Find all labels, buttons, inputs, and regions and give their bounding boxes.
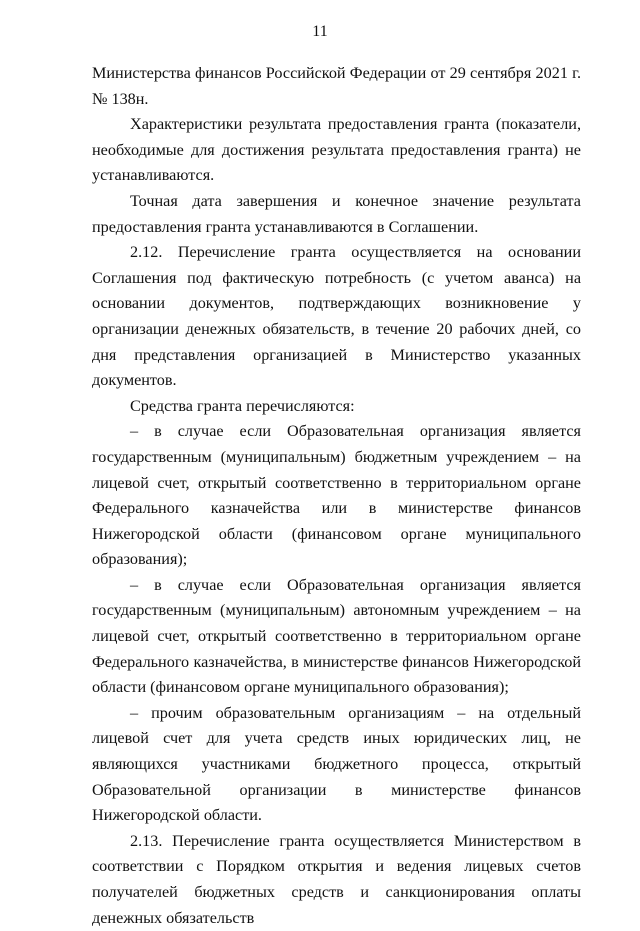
list-item-autonomous-institution: – в случае если Образовательная организация является государственным (муниципальным) автономным учреждением – на лицевой счет, открытый соответственно в территориальном органе Федерального казначейства, в министерстве финансов Нижегородской области (финансовом органе муниципального образования); [92, 575, 581, 697]
paragraph-continuation: Министерства финансов Российской Федерации от 29 сентября 2021 г. № 138н. [92, 64, 581, 108]
page-number: 11 [312, 23, 328, 40]
list-item-other-organizations: – прочим образовательным организациям – на отдельный лицевой счет для учета средств иных юридических лиц, не являющихся участниками бюджетного процесса, открытый Образовательной организации в министерстве финансов Нижегородской области. [92, 703, 581, 825]
paragraph-transfer-intro: Средства гранта перечисляются: [130, 396, 355, 415]
paragraph-section-2-13: 2.13. Перечисление гранта осуществляется Министерством в соответствии с Порядком открытия и ведения лицевых счетов получателей бюджетных средств и санкционирования оплаты денежных обязательств [92, 831, 581, 927]
paragraph-completion-date: Точная дата завершения и конечное значение результата предоставления гранта устанавливаются в Соглашении. [92, 191, 581, 236]
paragraph-grant-characteristics: Характеристики результата предоставления гранта (показатели, необходимые для достижения результата предоставления гранта) не устанавливаются. [92, 115, 581, 185]
paragraph-section-2-12: 2.12. Перечисление гранта осуществляется на основании Соглашения под фактическую потребность (с учетом аванса) на основании документов, подтверждающих возникновение у организации денежных обязательств, в течение 20 рабочих дней, со дня представления организацией в Министерство указанных документов. [92, 243, 581, 390]
document-body [92, 61, 581, 931]
list-item-budget-institution: – в случае если Образовательная организация является государственным (муниципальным) бюджетным учреждением – на лицевой счет, открытый соответственно в территориальном органе Федерального казначейства или в министерстве финансов Нижегородской области (финансовом органе муниципального образования); [92, 422, 581, 569]
